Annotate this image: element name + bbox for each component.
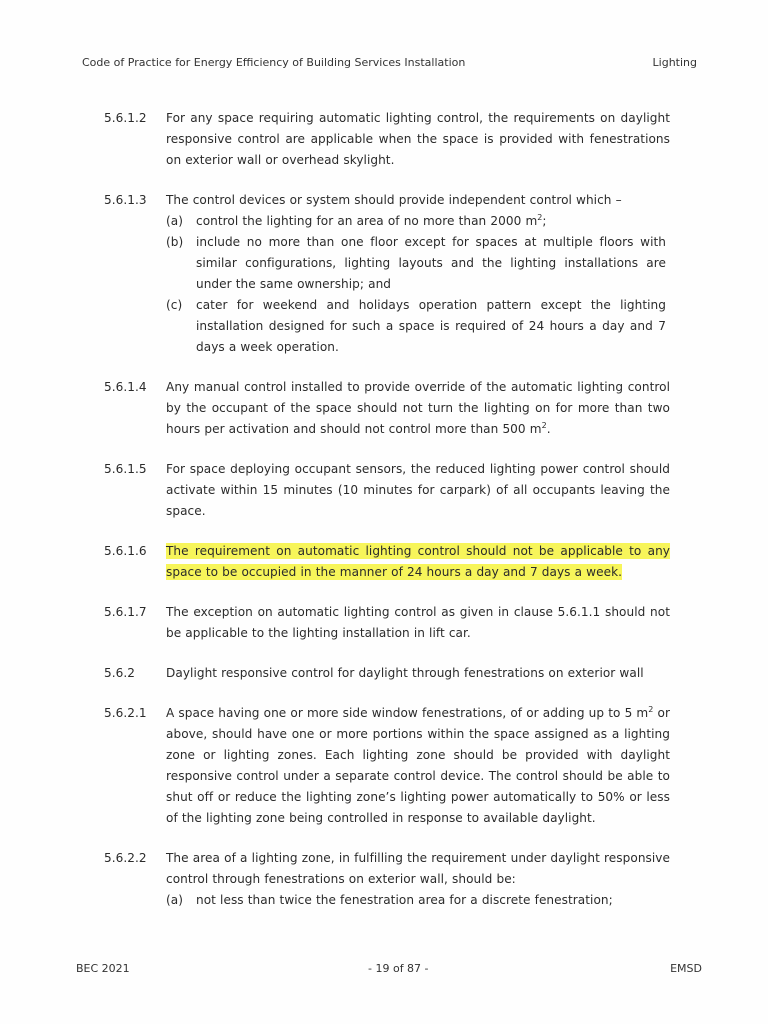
clause-text (166, 541, 670, 583)
list-item-label: (a) (166, 893, 183, 907)
clause-5-6-1-6 (104, 541, 674, 583)
clause-number: 5.6.1.7 (104, 605, 147, 619)
clause-text: The exception on automatic lighting control as given in clause 5.6.1.1 should not be applicable to the lighting installation in lift car. (166, 605, 670, 640)
list-item-text: include no more than one floor except for spaces at multiple floors with similar configurations, lighting layouts and the lighting installations are under the same ownership; and (196, 235, 666, 291)
clause-number: 5.6.1.2 (104, 111, 147, 125)
section-heading: Daylight responsive control for daylight through fenestrations on exterior wall (166, 666, 644, 680)
superscript: 2 (648, 704, 654, 714)
highlighted-text: The requirement on automatic lighting control should not be applicable to any space to be occupied in the manner of 24 hours a day and 7 days a week. (166, 544, 670, 579)
list-item-label: (c) (166, 298, 183, 312)
superscript: 2 (541, 420, 547, 430)
clause-number: 5.6.1.4 (104, 380, 147, 394)
running-header-title: Code of Practice for Energy Efficiency of Building Services Installation (82, 56, 466, 69)
clause-number: 5.6.2.1 (104, 706, 147, 720)
footer-organization: EMSD (670, 962, 702, 975)
clause-number: 5.6.1.6 (104, 544, 147, 558)
clause-5-6-1-3 (104, 190, 674, 358)
clause-5-6-1-4 (104, 377, 674, 440)
list-item (166, 890, 670, 911)
clause-number: 5.6.2.2 (104, 851, 147, 865)
list-item (166, 295, 670, 358)
footer-publication: BEC 2021 (76, 962, 130, 975)
clause-text: A space having one or more side window fenestrations, of or adding up to 5 $m^2$ or above, should have one or more portions within the space assigned as a lighting zone or lighting zones. Each lighting zone should be provided with daylight responsive control under a separate control device. The control should be able to shut off or reduce the lighting zone’s lighting power automatically to 50% or less of the lighting zone being controlled in response to available daylight. (166, 704, 670, 825)
list-item (166, 211, 670, 232)
list-item-label: (a) (166, 214, 183, 228)
clause-5-6-1-7 (104, 602, 674, 644)
clause-body (166, 848, 670, 911)
list-item (166, 232, 670, 295)
list-item-text: cater for weekend and holidays operation pattern except the lighting installation designed for such a space is required of 24 hours a day and 7 days a week operation. (196, 298, 666, 354)
list-item-text: not less than twice the fenestration area for a discrete fenestration; (196, 893, 613, 907)
clause-number: 5.6.2 (104, 666, 136, 680)
running-header-section: Lighting (652, 56, 697, 69)
clause-sublist (166, 890, 670, 911)
clause-5-6-1-5 (104, 459, 674, 522)
clause-intro: The control devices or system should provide independent control which – (166, 193, 622, 207)
clause-5-6-2-2 (104, 848, 674, 911)
clause-intro: The area of a lighting zone, in fulfilling the requirement under daylight responsive control through fenestrations on exterior wall, should be: (166, 851, 670, 886)
page-number: - 19 of 87 - (368, 962, 429, 975)
clause-number: 5.6.1.5 (104, 462, 147, 476)
clause-sublist (166, 211, 670, 358)
clause-text: For space deploying occupant sensors, the reduced lighting power control should activate within 15 minutes (10 minutes for carpark) of all occupants leaving the space. (166, 462, 670, 518)
clause-text: Any manual control installed to provide override of the automatic lighting control by the occupant of the space should not turn the lighting on for more than two hours per activation and should not control more than 500 $m^2$. (166, 380, 670, 436)
list-item-text: control the lighting for an area of no more than 2000 $m^2$; (196, 212, 547, 228)
clause-5-6-2 (104, 663, 674, 684)
clause-body (166, 190, 670, 358)
clause-number: 5.6.1.3 (104, 193, 147, 207)
list-item-label: (b) (166, 235, 184, 249)
clause-list (104, 108, 674, 930)
superscript: 2 (537, 212, 543, 222)
clause-5-6-1-2 (104, 108, 674, 171)
clause-text: For any space requiring automatic lighting control, the requirements on daylight responsive control are applicable when the space is provided with fenestrations on exterior wall or overhead skylight. (166, 111, 670, 167)
clause-5-6-2-1 (104, 703, 674, 829)
